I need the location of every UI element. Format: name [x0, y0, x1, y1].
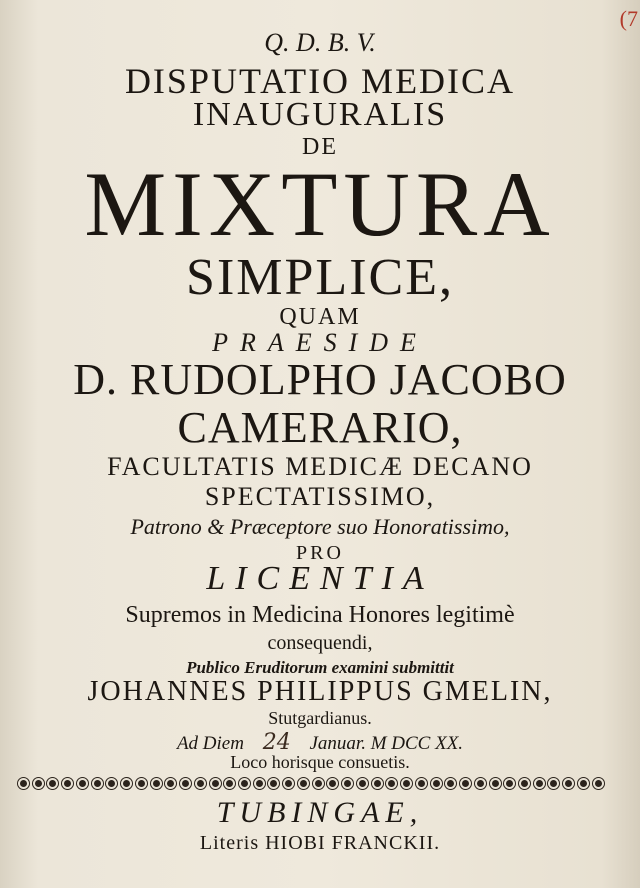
line-mixtura: MIXTURA: [84, 153, 556, 255]
margin-mark: (7: [619, 6, 638, 31]
line-simplice: SIMPLICE,: [186, 249, 454, 306]
line-praeside: PRAESIDE: [212, 328, 428, 357]
line-camerario: CAMERARIO,: [177, 403, 463, 452]
date-handwritten-day: 24: [262, 730, 291, 755]
date-suffix: Januar. M DCC XX.: [309, 733, 464, 754]
line-stutgardianus: Stutgardianus.: [268, 708, 372, 728]
line-loco: Loco horisque consuetis.: [230, 752, 410, 772]
line-literis: Literis HIOBI FRANCKII.: [199, 832, 441, 854]
line-tubingae: TUBINGAE,: [216, 796, 424, 829]
line-de: DE: [302, 134, 338, 160]
line-patrono: Patrono & Præceptore suo Honoratissimo,: [130, 514, 510, 539]
line-licentia: LICENTIA: [206, 560, 434, 597]
line-author: JOHANNES PHILIPPUS GMELIN,: [87, 676, 553, 707]
line-disputatio: DISPUTATIO MEDICA: [124, 61, 516, 101]
date-prefix: Ad Diem: [176, 733, 244, 754]
line-publico: Publico Eruditorum examini submittit: [186, 658, 454, 677]
line-quam: QUAM: [279, 304, 361, 330]
line-rudolpho: D. RUDOLPHO JACOBO: [73, 355, 567, 404]
line-inauguralis: INAUGURALIS: [192, 96, 448, 133]
line-facultatis: FACULTATIS MEDICÆ DECANO: [107, 452, 533, 481]
line-supremos: Supremos in Medicina Honores legitimè: [125, 602, 515, 628]
ornament-border: [18, 775, 604, 791]
line-spectatissimo: SPECTATISSIMO,: [204, 482, 436, 511]
line-pro: PRO: [296, 542, 344, 564]
motto: Q. D. B. V.: [264, 28, 376, 57]
line-consequendi: consequendi,: [267, 632, 373, 654]
